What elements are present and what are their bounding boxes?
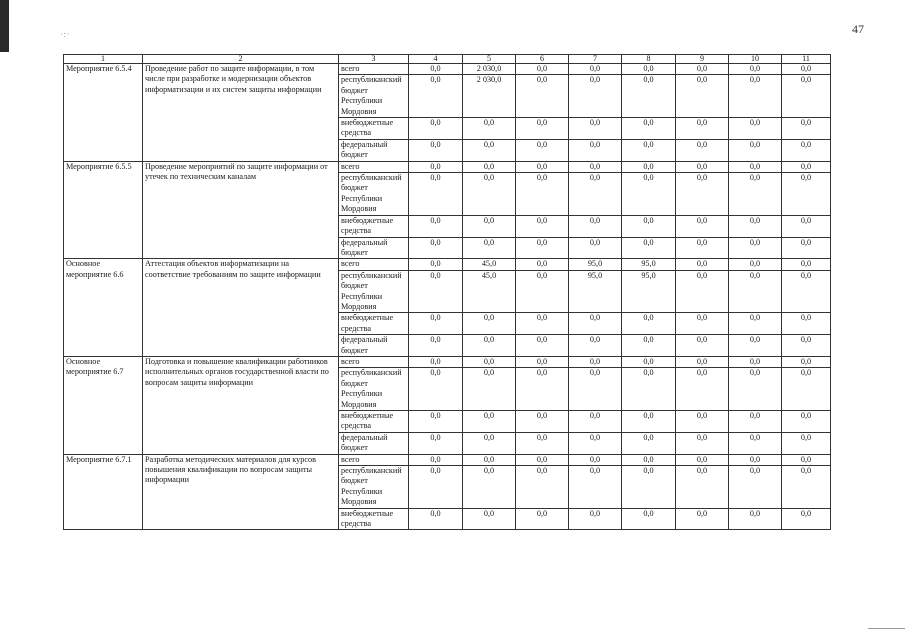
funding-source: федеральный бюджет [339, 237, 409, 259]
funding-source: республиканский бюджет Республики Мордовия [339, 270, 409, 313]
amount-cell: 0,0 [782, 139, 831, 161]
table-header [64, 55, 831, 64]
header-cell: 9 [676, 55, 729, 64]
amount-cell: 0,0 [409, 118, 463, 140]
table-body [64, 64, 831, 530]
amount-cell: 0,0 [676, 270, 729, 313]
funding-source: всего [339, 454, 409, 465]
page-number: 47 [852, 22, 864, 36]
amount-cell: 0,0 [622, 161, 676, 172]
amount-cell: 0,0 [676, 313, 729, 335]
table-row [64, 161, 831, 172]
measure-code: Мероприятие 6.5.5 [64, 161, 143, 259]
amount-cell: 0,0 [676, 432, 729, 454]
amount-cell: 95,0 [622, 270, 676, 313]
amount-cell: 0,0 [676, 215, 729, 237]
funding-source: внебюджетные средства [339, 411, 409, 433]
amount-cell: 0,0 [409, 368, 463, 411]
amount-cell: 0,0 [622, 139, 676, 161]
measure-code: Мероприятие 6.7.1 [64, 454, 143, 530]
amount-cell: 0,0 [622, 173, 676, 216]
amount-cell: 0,0 [569, 335, 622, 357]
amount-cell: 2 030,0 [463, 64, 516, 75]
amount-cell: 0,0 [409, 161, 463, 172]
header-cell: 11 [782, 55, 831, 64]
amount-cell: 0,0 [622, 368, 676, 411]
amount-cell: 0,0 [516, 368, 569, 411]
amount-cell: 0,0 [729, 368, 782, 411]
amount-cell: 0,0 [516, 454, 569, 465]
amount-cell: 0,0 [782, 313, 831, 335]
amount-cell: 0,0 [729, 75, 782, 118]
amount-cell: 0,0 [516, 215, 569, 237]
amount-cell: 0,0 [729, 335, 782, 357]
amount-cell: 0,0 [782, 75, 831, 118]
amount-cell: 0,0 [729, 270, 782, 313]
amount-cell: 0,0 [729, 466, 782, 509]
amount-cell: 0,0 [729, 173, 782, 216]
amount-cell: 0,0 [409, 356, 463, 367]
amount-cell: 0,0 [409, 64, 463, 75]
amount-cell: 0,0 [676, 356, 729, 367]
amount-cell: 0,0 [569, 313, 622, 335]
amount-cell: 0,0 [516, 270, 569, 313]
amount-cell: 0,0 [782, 237, 831, 259]
amount-cell: 0,0 [516, 466, 569, 509]
amount-cell: 0,0 [622, 215, 676, 237]
amount-cell: 0,0 [729, 313, 782, 335]
amount-cell: 0,0 [463, 118, 516, 140]
amount-cell: 0,0 [569, 173, 622, 216]
amount-cell: 0,0 [676, 161, 729, 172]
amount-cell: 0,0 [463, 432, 516, 454]
amount-cell: 0,0 [463, 356, 516, 367]
funding-source: республиканский бюджет Республики Мордовия [339, 75, 409, 118]
amount-cell: 0,0 [516, 313, 569, 335]
amount-cell: 0,0 [516, 139, 569, 161]
amount-cell: 0,0 [729, 161, 782, 172]
amount-cell: 0,0 [782, 173, 831, 216]
amount-cell: 0,0 [782, 356, 831, 367]
amount-cell: 0,0 [729, 237, 782, 259]
amount-cell: 0,0 [622, 432, 676, 454]
funding-source: всего [339, 356, 409, 367]
amount-cell: 0,0 [782, 335, 831, 357]
amount-cell: 0,0 [516, 335, 569, 357]
amount-cell: 0,0 [516, 173, 569, 216]
amount-cell: 0,0 [782, 454, 831, 465]
amount-cell: 0,0 [409, 411, 463, 433]
amount-cell: 0,0 [463, 237, 516, 259]
amount-cell: 0,0 [622, 356, 676, 367]
amount-cell: 0,0 [676, 173, 729, 216]
amount-cell: 0,0 [782, 270, 831, 313]
amount-cell: 0,0 [676, 237, 729, 259]
amount-cell: 0,0 [516, 64, 569, 75]
header-cell: 5 [463, 55, 516, 64]
scan-edge-mark [0, 0, 9, 52]
amount-cell: 0,0 [729, 508, 782, 530]
amount-cell: 0,0 [622, 313, 676, 335]
amount-cell: 0,0 [676, 508, 729, 530]
amount-cell: 0,0 [569, 139, 622, 161]
amount-cell: 0,0 [463, 508, 516, 530]
amount-cell: 0,0 [569, 237, 622, 259]
amount-cell: 95,0 [622, 259, 676, 270]
amount-cell: 0,0 [463, 411, 516, 433]
header-cell: 10 [729, 55, 782, 64]
amount-cell: 0,0 [463, 139, 516, 161]
measure-code: Мероприятие 6.5.4 [64, 64, 143, 162]
amount-cell: 0,0 [676, 75, 729, 118]
funding-source: внебюджетные средства [339, 215, 409, 237]
amount-cell: 0,0 [409, 466, 463, 509]
amount-cell: 0,0 [569, 454, 622, 465]
funding-source: внебюджетные средства [339, 118, 409, 140]
table-row [64, 64, 831, 75]
funding-source: внебюджетные средства [339, 313, 409, 335]
amount-cell: 0,0 [622, 508, 676, 530]
amount-cell: 0,0 [409, 237, 463, 259]
amount-cell: 0,0 [676, 411, 729, 433]
header-cell: 6 [516, 55, 569, 64]
amount-cell: 0,0 [782, 259, 831, 270]
amount-cell: 0,0 [569, 466, 622, 509]
amount-cell: 0,0 [676, 259, 729, 270]
measure-code: Основное мероприятие 6.7 [64, 356, 143, 454]
amount-cell: 0,0 [676, 368, 729, 411]
measure-name: Проведение мероприятий по защите информации от утечек по техническим каналам [143, 161, 339, 259]
funding-source: всего [339, 259, 409, 270]
amount-cell: 45,0 [463, 259, 516, 270]
table-row [64, 259, 831, 270]
amount-cell: 0,0 [676, 118, 729, 140]
amount-cell: 0,0 [409, 313, 463, 335]
header-cell: 1 [64, 55, 143, 64]
amount-cell: 0,0 [729, 454, 782, 465]
amount-cell: 0,0 [516, 161, 569, 172]
scan-footer-mark [868, 628, 905, 629]
amount-cell: 0,0 [729, 411, 782, 433]
amount-cell: 0,0 [622, 335, 676, 357]
amount-cell: 0,0 [569, 75, 622, 118]
amount-cell: 0,0 [409, 173, 463, 216]
amount-cell: 0,0 [676, 139, 729, 161]
amount-cell: 0,0 [729, 432, 782, 454]
amount-cell: 0,0 [622, 64, 676, 75]
funding-source: федеральный бюджет [339, 432, 409, 454]
amount-cell: 0,0 [516, 75, 569, 118]
funding-source: федеральный бюджет [339, 139, 409, 161]
amount-cell: 0,0 [569, 411, 622, 433]
amount-cell: 0,0 [463, 466, 516, 509]
header-cell: 2 [143, 55, 339, 64]
budget-table [63, 54, 831, 530]
amount-cell: 0,0 [622, 466, 676, 509]
amount-cell: 0,0 [676, 64, 729, 75]
funding-source: республиканский бюджет Республики Мордовия [339, 173, 409, 216]
amount-cell: 0,0 [569, 368, 622, 411]
measure-name: Подготовка и повышение квалификации работников исполнительных органов государственной власти по вопросам защиты информации [143, 356, 339, 454]
measure-name: Проведение работ по защите информации, в том числе при разработке и модернизации объектов информатизации и их систем защиты информации [143, 64, 339, 162]
amount-cell: 0,0 [516, 508, 569, 530]
amount-cell: 0,0 [409, 335, 463, 357]
header-cell: 4 [409, 55, 463, 64]
amount-cell: 0,0 [463, 335, 516, 357]
amount-cell: 0,0 [516, 259, 569, 270]
scan-speck: ·:· [60, 30, 71, 39]
amount-cell: 0,0 [622, 75, 676, 118]
amount-cell: 0,0 [463, 215, 516, 237]
amount-cell: 0,0 [676, 466, 729, 509]
amount-cell: 0,0 [782, 64, 831, 75]
amount-cell: 0,0 [729, 215, 782, 237]
amount-cell: 0,0 [409, 259, 463, 270]
header-row [64, 55, 831, 64]
amount-cell: 0,0 [409, 75, 463, 118]
funding-source: всего [339, 64, 409, 75]
funding-source: республиканский бюджет Республики Мордовия [339, 466, 409, 509]
amount-cell: 0,0 [463, 161, 516, 172]
header-cell: 7 [569, 55, 622, 64]
amount-cell: 0,0 [729, 139, 782, 161]
header-cell: 8 [622, 55, 676, 64]
table-row [64, 454, 831, 465]
amount-cell: 2 030,0 [463, 75, 516, 118]
amount-cell: 0,0 [569, 508, 622, 530]
amount-cell: 0,0 [782, 411, 831, 433]
amount-cell: 0,0 [622, 454, 676, 465]
amount-cell: 0,0 [516, 118, 569, 140]
amount-cell: 0,0 [409, 139, 463, 161]
amount-cell: 0,0 [569, 356, 622, 367]
amount-cell: 0,0 [463, 368, 516, 411]
measure-name: Разработка методических материалов для курсов повышения квалификации по вопросам защиты информации [143, 454, 339, 530]
amount-cell: 0,0 [409, 454, 463, 465]
measure-name: Аттестация объектов информатизации на соответствие требованиям по защите информации [143, 259, 339, 357]
amount-cell: 0,0 [516, 432, 569, 454]
amount-cell: 0,0 [782, 118, 831, 140]
amount-cell: 0,0 [729, 259, 782, 270]
header-cell: 3 [339, 55, 409, 64]
amount-cell: 0,0 [782, 161, 831, 172]
amount-cell: 0,0 [782, 508, 831, 530]
amount-cell: 45,0 [463, 270, 516, 313]
amount-cell: 0,0 [782, 432, 831, 454]
amount-cell: 0,0 [569, 118, 622, 140]
amount-cell: 0,0 [782, 368, 831, 411]
amount-cell: 0,0 [409, 270, 463, 313]
amount-cell: 0,0 [729, 356, 782, 367]
measure-code: Основное мероприятие 6.6 [64, 259, 143, 357]
amount-cell: 95,0 [569, 259, 622, 270]
amount-cell: 95,0 [569, 270, 622, 313]
amount-cell: 0,0 [516, 411, 569, 433]
amount-cell: 0,0 [569, 215, 622, 237]
amount-cell: 0,0 [782, 466, 831, 509]
amount-cell: 0,0 [676, 454, 729, 465]
amount-cell: 0,0 [409, 215, 463, 237]
funding-source: федеральный бюджет [339, 335, 409, 357]
amount-cell: 0,0 [463, 173, 516, 216]
amount-cell: 0,0 [569, 64, 622, 75]
amount-cell: 0,0 [569, 161, 622, 172]
funding-source: всего [339, 161, 409, 172]
amount-cell: 0,0 [463, 313, 516, 335]
funding-source: внебюджетные средства [339, 508, 409, 530]
amount-cell: 0,0 [729, 118, 782, 140]
amount-cell: 0,0 [516, 237, 569, 259]
amount-cell: 0,0 [729, 64, 782, 75]
amount-cell: 0,0 [622, 118, 676, 140]
amount-cell: 0,0 [516, 356, 569, 367]
table-row [64, 356, 831, 367]
amount-cell: 0,0 [409, 508, 463, 530]
amount-cell: 0,0 [622, 411, 676, 433]
amount-cell: 0,0 [569, 432, 622, 454]
funding-source: республиканский бюджет Республики Мордовия [339, 368, 409, 411]
amount-cell: 0,0 [622, 237, 676, 259]
amount-cell: 0,0 [676, 335, 729, 357]
amount-cell: 0,0 [782, 215, 831, 237]
amount-cell: 0,0 [409, 432, 463, 454]
amount-cell: 0,0 [463, 454, 516, 465]
